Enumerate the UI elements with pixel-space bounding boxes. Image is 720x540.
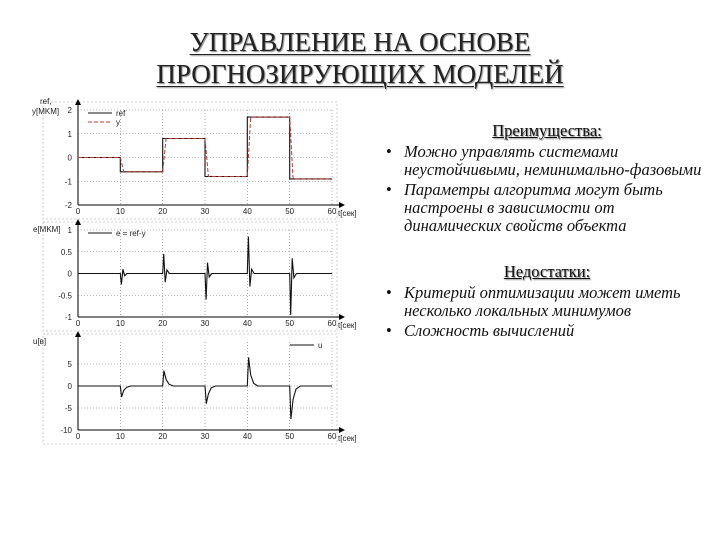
x-tick-label: 10 bbox=[115, 432, 125, 441]
x-tick-label: 50 bbox=[285, 432, 295, 441]
y-tick-label: -10 bbox=[60, 426, 72, 435]
advantages-section bbox=[382, 122, 702, 235]
x-tick-label: 40 bbox=[242, 319, 252, 328]
title-line-2: ПРОГНОЗИРУЮЩИХ МОДЕЛЕЙ bbox=[156, 59, 564, 89]
x-tick-label: 20 bbox=[158, 207, 168, 216]
x-tick-label: 60 bbox=[327, 207, 337, 216]
y-tick-label: -1 bbox=[64, 177, 72, 187]
x-tick-label: 30 bbox=[200, 319, 210, 328]
x-tick-label: 10 bbox=[115, 207, 125, 216]
chart-frame bbox=[43, 102, 337, 219]
y-axis-label: e[MKM] bbox=[33, 225, 61, 234]
x-axis-label: t[сек] bbox=[338, 321, 357, 330]
chart-frame bbox=[43, 222, 337, 331]
x-tick-label: 60 bbox=[327, 432, 337, 441]
y-tick-label: -1 bbox=[64, 313, 72, 322]
x-axis-arrow bbox=[339, 427, 345, 433]
y-tick-label: -2 bbox=[64, 201, 72, 210]
advantage-item: • Можно управлять системами неустойчивыми, неминимально-фазовыми bbox=[382, 143, 702, 179]
chart-panel-3 bbox=[43, 331, 345, 444]
x-tick-label: 0 bbox=[75, 432, 81, 441]
x-axis-label: t[сек] bbox=[338, 209, 357, 218]
title-line-1: УПРАВЛЕНИЕ НА ОСНОВЕ bbox=[189, 27, 531, 57]
x-tick-label: 0 bbox=[75, 207, 81, 216]
y-tick-label: 0 bbox=[67, 382, 72, 391]
y-tick-label: 0.5 bbox=[60, 247, 72, 257]
x-tick-label: 60 bbox=[327, 319, 337, 328]
y-tick-label: -5 bbox=[64, 404, 72, 413]
x-tick-label: 50 bbox=[285, 207, 295, 216]
legend-label: ref bbox=[116, 109, 126, 118]
disadvantages-section bbox=[382, 263, 702, 340]
chart-panel-2 bbox=[43, 219, 345, 331]
x-tick-label: 20 bbox=[158, 432, 168, 441]
x-tick-label: 20 bbox=[158, 319, 168, 328]
text-panel bbox=[382, 122, 702, 342]
x-tick-label: 40 bbox=[242, 432, 252, 441]
x-tick-label: 30 bbox=[200, 207, 210, 216]
chart-panel-1 bbox=[43, 99, 345, 219]
y-tick-label: 0 bbox=[67, 153, 72, 163]
advantages-heading: Преимущества: bbox=[492, 121, 602, 140]
disadvantage-item: • Сложность вычислений bbox=[382, 322, 702, 340]
x-axis-arrow bbox=[339, 202, 345, 208]
legend-label: e = ref-y bbox=[116, 229, 146, 238]
chart-frame bbox=[43, 334, 337, 444]
y-axis-label: y[MKM] bbox=[32, 107, 60, 116]
y-tick-label: 0 bbox=[67, 269, 72, 279]
slide-title bbox=[60, 26, 660, 90]
disadvantage-item: • Критерий оптимизации может иметь несколько локальных минимумов bbox=[382, 284, 702, 320]
charts-figure bbox=[0, 95, 375, 450]
y-tick-label: 2 bbox=[67, 106, 72, 115]
advantage-item: • Параметры алгоритма могут быть настроены в зависимости от динамических свойств объекта bbox=[382, 181, 702, 235]
y-tick-label: 5 bbox=[67, 360, 72, 369]
x-axis-arrow bbox=[339, 314, 345, 320]
y-axis-label: u[в] bbox=[33, 337, 47, 346]
x-tick-label: 50 bbox=[285, 319, 295, 328]
advantages-list bbox=[382, 143, 702, 235]
y-tick-label: -0.5 bbox=[58, 291, 72, 301]
legend-label: u bbox=[318, 341, 323, 350]
x-tick-label: 40 bbox=[242, 207, 252, 216]
x-axis-label: t[сек] bbox=[338, 434, 357, 443]
legend-label: y bbox=[116, 118, 120, 127]
y-tick-label: 1 bbox=[67, 129, 72, 139]
y-tick-label: 1 bbox=[67, 226, 72, 235]
x-tick-label: 30 bbox=[200, 432, 210, 441]
y-axis-label: ref, bbox=[40, 97, 52, 106]
disadvantages-list bbox=[382, 284, 702, 340]
x-tick-label: 10 bbox=[115, 319, 125, 328]
disadvantages-heading: Недостатки: bbox=[503, 262, 591, 281]
x-tick-label: 0 bbox=[75, 319, 81, 328]
